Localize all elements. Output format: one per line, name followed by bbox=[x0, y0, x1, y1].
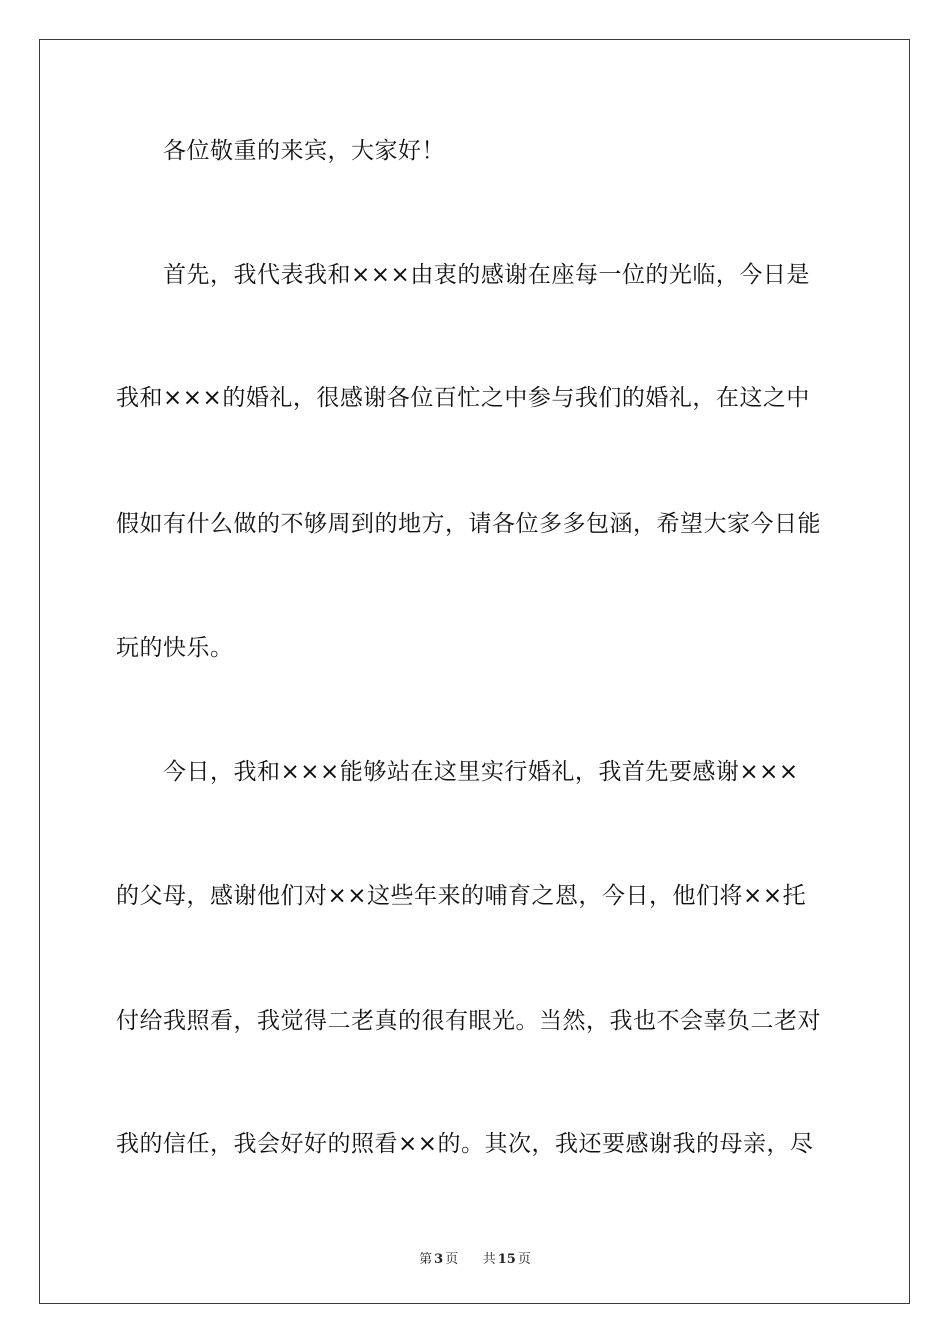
text-line: 我和×××的婚礼，很感谢各位百忙之中参与我们的婚礼，在这之中 bbox=[116, 385, 810, 411]
page-indicator bbox=[417, 1252, 460, 1267]
page-suffix: 页 bbox=[445, 1252, 459, 1267]
page-prefix: 第 bbox=[419, 1252, 433, 1267]
total-indicator bbox=[481, 1252, 533, 1267]
page-number: 3 bbox=[434, 1252, 444, 1267]
page-border bbox=[39, 39, 910, 1304]
text-line: 首先，我代表我和×××由衷的感谢在座每一位的光临，今日是 bbox=[163, 262, 810, 288]
total-suffix: 页 bbox=[517, 1252, 531, 1267]
text-line: 各位敬重的来宾，大家好！ bbox=[163, 138, 445, 164]
text-line: 的父母，感谢他们对××这些年来的哺育之恩，今日，他们将××托 bbox=[116, 883, 807, 909]
text-line: 我的信任，我会好好的照看××的。其次，我还要感谢我的母亲，尽 bbox=[116, 1131, 814, 1157]
text-line: 假如有什么做的不够周到的地方，请各位多多包涵，希望大家今日能 bbox=[116, 511, 821, 537]
text-line: 今日，我和×××能够站在这里实行婚礼，我首先要感谢××× bbox=[163, 759, 799, 785]
total-prefix: 共 bbox=[482, 1252, 496, 1267]
text-line: 付给我照看，我觉得二老真的很有眼光。当然，我也不会辜负二老对 bbox=[116, 1008, 821, 1034]
total-pages: 15 bbox=[497, 1252, 516, 1267]
text-line: 玩的快乐。 bbox=[116, 635, 234, 661]
page-footer bbox=[0, 1248, 950, 1267]
